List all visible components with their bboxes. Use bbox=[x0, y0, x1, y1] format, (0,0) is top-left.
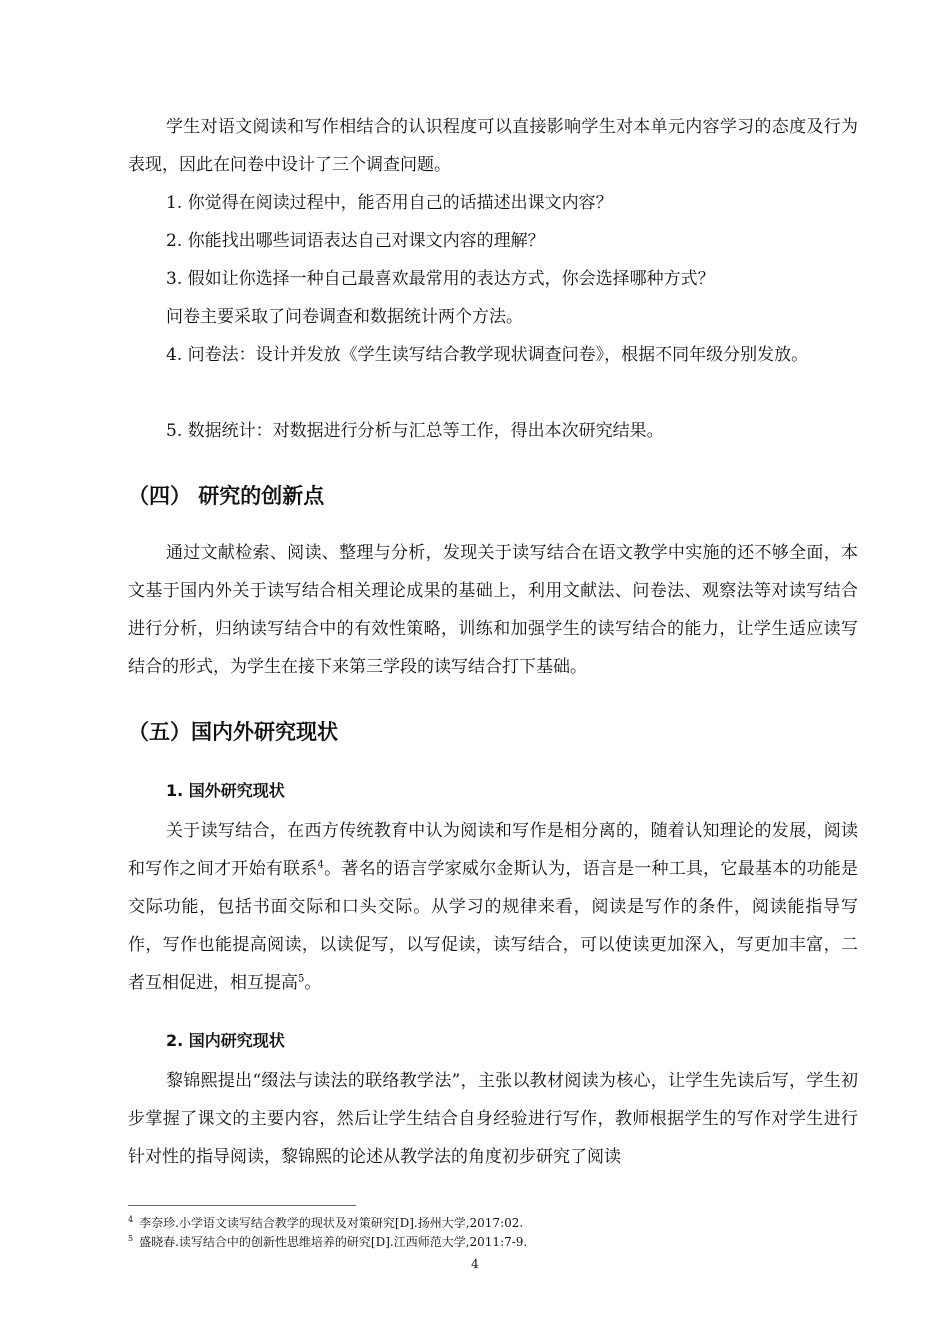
question-2: 2. 你能找出哪些词语表达自己对课文内容的理解？ bbox=[166, 231, 545, 251]
question-3: 3. 假如让你选择一种自己最喜欢最常用的表达方式，你会选择哪种方式？ bbox=[166, 269, 715, 289]
footnote-ref-5[interactable]: 5 bbox=[298, 973, 305, 985]
page-number: 4 bbox=[471, 1257, 479, 1271]
footnote-mark-4: 4 bbox=[128, 1215, 134, 1224]
section-4-paragraph: 通过文献检索、阅读、整理与分析，发现关于读写结合在语文教学中实施的还不够全面，本文基于国内外关于读写结合相关理论成果的基础上，利用文献法、问卷法、观察法等对读写结合进行分析，归纳读写结合中的有效性策略，训练和加强学生的读写结合的能力，让学生适应读写结合的形式，为学生在接下来第三学段的读写结合打下基础。 bbox=[128, 543, 858, 677]
subsection-1-paragraph bbox=[128, 812, 858, 1002]
subsection-1-text-b: 。著名的语言学家威尔金斯认为，语言是一种工具，它最基本的功能是交际功能，包括书面交际和口头交际。从学习的规律来看，阅读是写作的条件，阅读能指导写作，写作也能提高阅读，以读促写，以写促读，读写结合，可以使读更加深入，写更加丰富，二者互相促进，相互提高 bbox=[128, 859, 859, 993]
subsection-2-paragraph: 黎锦熙提出“缀法与读法的联络教学法”，主张以教材阅读为核心，让学生先读后写，学生初步掌握了课文的主要内容，然后让学生结合自身经验进行写作，教师根据学生的写作对学生进行针对性的指导阅读，黎锦熙的论述从教学法的角度初步研究了阅读 bbox=[128, 1071, 858, 1167]
footnote-4 bbox=[128, 1214, 523, 1232]
subsection-1-text-a: 关于读写结合，在西方传统教育中认为阅读和写作是相分离的，随着认知理论的发展，阅读和写作之间才开始有联系 bbox=[128, 821, 858, 879]
footnote-text-5: 盛晓春.读写结合中的创新性思维培养的研究[D].江西师范大学,2011:7-9. bbox=[139, 1235, 528, 1249]
method-paragraph: 问卷主要采取了问卷调查和数据统计两个方法。 bbox=[166, 307, 523, 327]
subsection-2-heading: 2. 国内研究现状 bbox=[166, 1031, 285, 1050]
footnote-divider bbox=[128, 1205, 356, 1206]
footnote-ref-4[interactable]: 4 bbox=[317, 859, 324, 871]
section-4-heading: （四） 研究的创新点 bbox=[128, 484, 325, 508]
subsection-1-text-c: 。 bbox=[304, 973, 322, 993]
item-5: 5. 数据统计：对数据进行分析与汇总等工作，得出本次研究结果。 bbox=[166, 421, 664, 441]
footnote-text-4: 李奈珍.小学语文读写结合教学的现状及对策研究[D].扬州大学,2017:02. bbox=[139, 1216, 524, 1230]
question-1: 1. 你觉得在阅读过程中，能否用自己的话描述出课文内容？ bbox=[166, 193, 613, 213]
section-5-heading: （五）国内外研究现状 bbox=[128, 720, 338, 744]
item-4: 4. 问卷法：设计并发放《学生读写结合教学现状调查问卷》，根据不同年级分别发放。 bbox=[166, 345, 809, 365]
footnote-5 bbox=[128, 1233, 527, 1251]
subsection-1-heading: 1. 国外研究现状 bbox=[166, 781, 285, 800]
footnote-mark-5: 5 bbox=[128, 1234, 134, 1243]
intro-paragraph: 学生对语文阅读和写作相结合的认识程度可以直接影响学生对本单元内容学习的态度及行为表现，因此在问卷中设计了三个调查问题。 bbox=[128, 117, 858, 175]
